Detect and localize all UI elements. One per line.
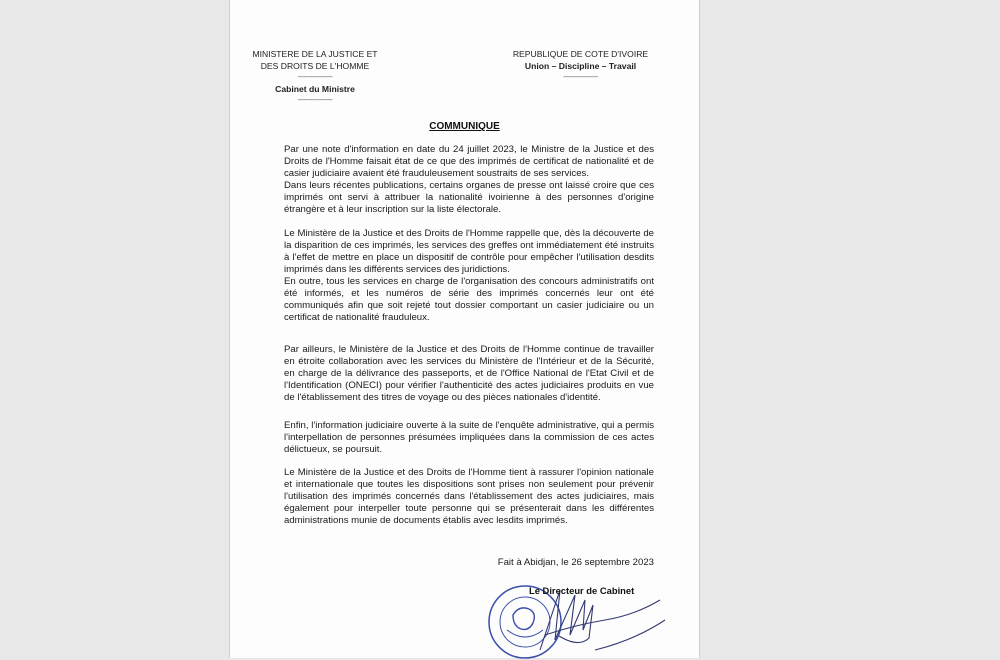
header-ministry <box>250 48 380 106</box>
separator: ------------------- <box>563 74 598 81</box>
paragraph-text: Dans leurs récentes publications, certains organes de presse ont laissé croire que ces imprimés ont servi à attribuer la nationalité ivoirienne à des personnes d'origine étrangère et à leur inscription sur la liste électorale. <box>284 180 654 215</box>
stamp-seal <box>489 586 561 658</box>
header-republic <box>508 48 653 83</box>
ministry-line-2: DES DROITS DE L'HOMME <box>260 61 370 71</box>
paragraph-text: Le Ministère de la Justice et des Droits de l'Homme rappelle que, dès la découverte de la disparition de ces imprimés, les services des greffes ont immédiatement été instruits à l'effet de mettre en place un dispositif de contrôle pour empêcher l'utilisation desdits imprimés dans les différents services des juridictions. <box>284 228 654 275</box>
document-page <box>229 0 700 658</box>
paragraph-text: En outre, tous les services en charge de l'organisation des concours administratifs ont été informés, et les numéros de série des imprimés concernés leur ont été communiqués afin que soit rejeté tout dossier comportant un casier judiciaire ou un certificat de nationalité frauduleux. <box>284 276 654 323</box>
paragraph-text: Le Ministère de la Justice et des Droits de l'Homme tient à rassurer l'opinion nationale et internationale que toutes les dispositions sont prises non seulement pour prévenir l'utilisation des imprimés concernés dans l'établissement des actes judiciaires, mais également pour interpeller toute personne qui se présenterait dans les différentes administrations munie de documents établis avec lesdits imprimés. <box>284 467 654 526</box>
republic-name: REPUBLIQUE DE COTE D'IVOIRE <box>512 49 649 59</box>
paragraph-text: Par ailleurs, le Ministère de la Justice et des Droits de l'Homme continue de travailler en étroite collaboration avec les services du Ministère de l'Intérieur et de la Sécurité, en charge de la délivrance des passeports, et de l'Office National de l'Etat Civil et de l'Identification (ONECI) pour vérifier l'authenticité des actes judiciaires produits en vue de l'établissement des titres de voyage ou des pièces nationales d'identité. <box>284 344 654 403</box>
national-motto: Union – Discipline – Travail <box>524 61 637 71</box>
separator: ------------------- <box>297 97 333 104</box>
ministry-line-1: MINISTERE DE LA JUSTICE ET <box>252 49 378 59</box>
document-title: COMMUNIQUE <box>429 121 500 132</box>
signatory-title: Le Directeur de Cabinet <box>529 585 635 596</box>
paragraph-text: Par une note d'information en date du 24 juillet 2023, le Ministre de la Justice et des Droits de l'Homme faisait état de ce que des imprimés de certificat de nationalité et de casier judiciaire avaient été frauduleusement soustraits de ses services. <box>284 144 654 179</box>
paragraph-text: Enfin, l'information judiciaire ouverte à la suite de l'enquête administrative, qui a permis l'interpellation de personnes présumées impliquées dans la commission de ces actes délictueux, se poursuit. <box>284 420 654 455</box>
place-date: Fait à Abidjan, le 26 septembre 2023 <box>497 557 654 568</box>
paragraph-1 <box>284 144 654 216</box>
paragraph-3 <box>284 344 654 404</box>
separator: ------------------- <box>297 74 333 81</box>
paragraph-4 <box>284 420 654 456</box>
paragraph-5 <box>284 467 654 527</box>
signature <box>540 590 665 650</box>
paragraph-2 <box>284 228 654 324</box>
cabinet-label: Cabinet du Ministre <box>275 84 355 94</box>
